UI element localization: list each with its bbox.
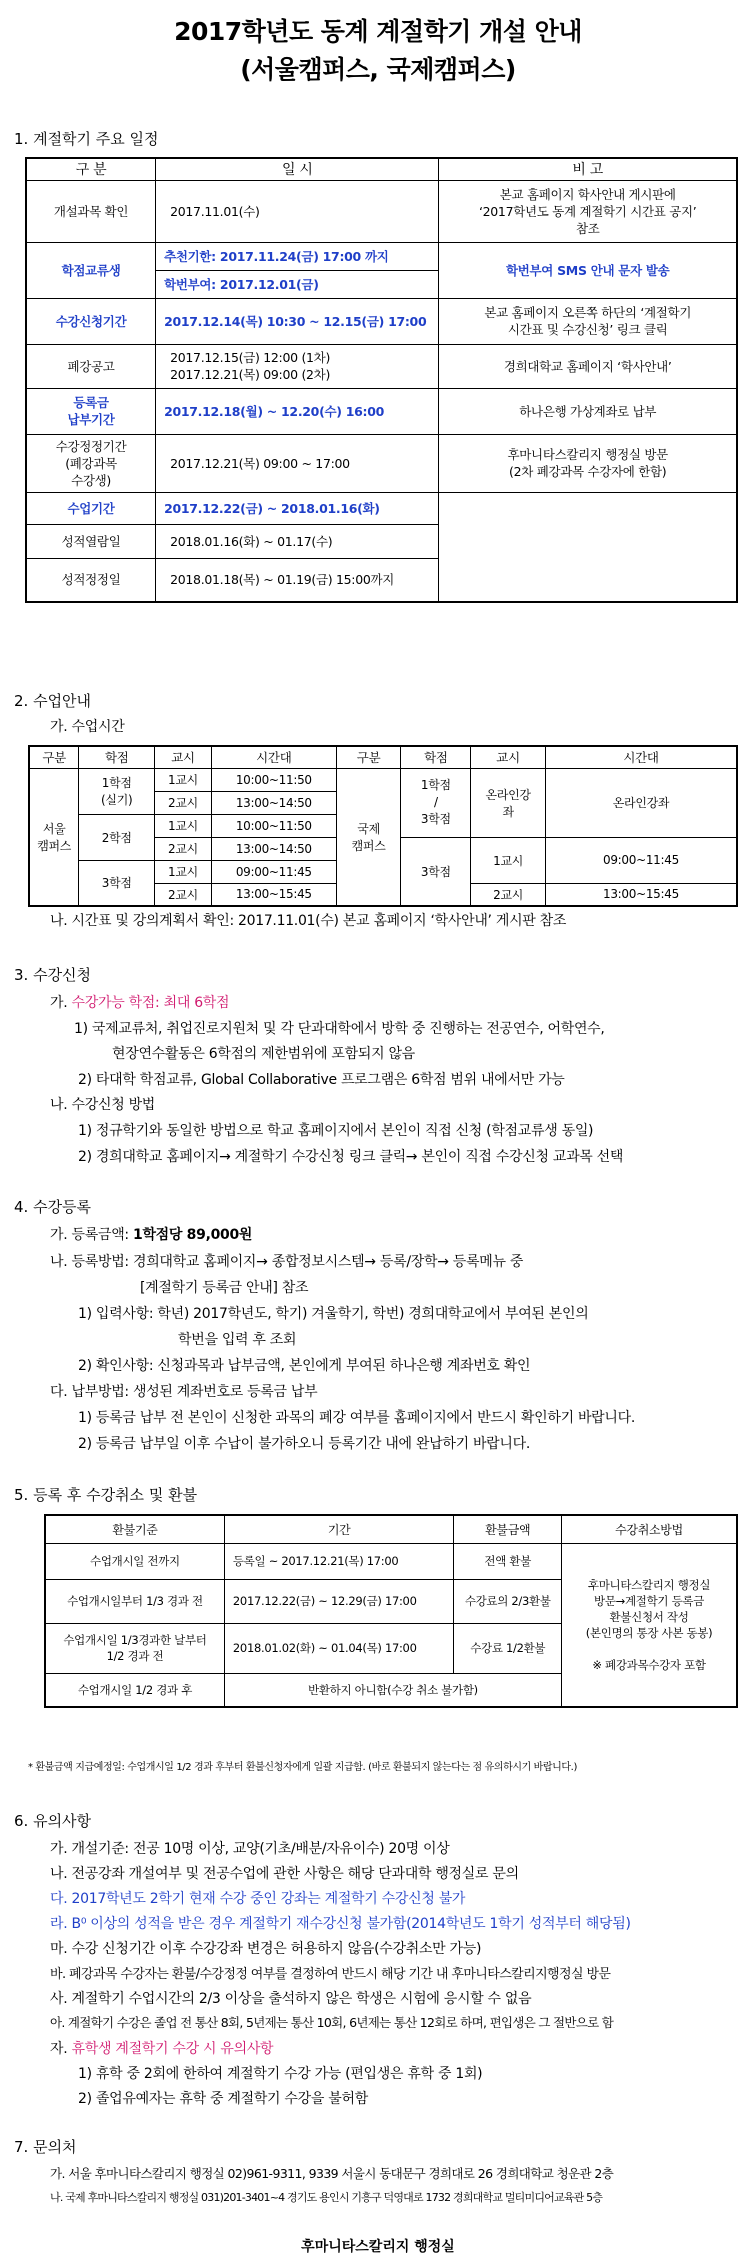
schedule-date: 학번부여: 2017.12.01(금) bbox=[156, 270, 439, 298]
refund-period: 2017.12.22(금) ~ 12.29(금) 17:00 bbox=[224, 1579, 453, 1623]
list-item: 다. 납부방법: 생성된 계좌번호로 등록금 납부 bbox=[50, 1384, 318, 1400]
list-item: 2) 경희대학교 홈페이지→ 계절학기 수강신청 링크 클릭→ 본인이 직접 수강신청 교과목 선택 bbox=[78, 1149, 624, 1165]
refund-header: 환불기준 bbox=[45, 1515, 224, 1543]
schedule-note: 경희대학교 홈페이지 ‘학사안내’ bbox=[439, 344, 737, 388]
schedule-date: 2017.12.21(목) 09:00 ~ 17:00 bbox=[156, 434, 439, 492]
time-cell: 10:00~11:50 bbox=[211, 768, 336, 791]
schedule-table bbox=[25, 157, 738, 603]
period-cell: 2교시 bbox=[155, 883, 212, 906]
list-item: 바. 폐강과목 수강자는 환불/수강정정 여부를 결정하여 반드시 해당 기간 내 후마니타스칼리지행정실 방문 bbox=[50, 1967, 611, 1982]
schedule-label: 수강신청기간 bbox=[26, 298, 156, 344]
period-cell: 1교시 bbox=[155, 768, 212, 791]
schedule-label: 성적정정일 bbox=[26, 558, 156, 602]
refund-period: 등록일 ~ 2017.12.21(목) 17:00 bbox=[224, 1543, 453, 1579]
schedule-label: 성적열람일 bbox=[26, 524, 156, 558]
list-item: 학번을 입력 후 조회 bbox=[178, 1332, 297, 1348]
leave-notice-line bbox=[50, 2038, 273, 2058]
schedule-date: 추천기한: 2017.11.24(금) 17:00 까지 bbox=[156, 242, 439, 270]
period-cell: 2교시 bbox=[155, 837, 212, 860]
schedule-label: 수업기간 bbox=[26, 492, 156, 524]
list-item: 가. 개설기준: 전공 10명 이상, 교양(기초/배분/자유이수) 20명 이상 bbox=[50, 1841, 450, 1857]
refund-table bbox=[44, 1514, 738, 1708]
max-credit-line bbox=[50, 992, 229, 1012]
schedule-date: 2017.11.01(수) bbox=[156, 180, 439, 242]
col-header: 학점 bbox=[79, 746, 155, 768]
schedule-header-date: 일 시 bbox=[156, 158, 439, 180]
refund-period: 2018.01.02(화) ~ 01.04(목) 17:00 bbox=[224, 1623, 453, 1673]
refund-amount: 전액 환불 bbox=[454, 1543, 562, 1579]
list-item: 2) 확인사항: 신청과목과 납부금액, 본인에게 부여된 하나은행 계좌번호 확인 bbox=[78, 1358, 531, 1374]
col-header: 구분 bbox=[336, 746, 401, 768]
refund-period: 반환하지 아니함(수강 취소 불가함) bbox=[224, 1673, 561, 1707]
contact-global: 나. 국제 후마니타스칼리지 행정실 031)201-3401~4 경기도 용인시 기흥구 덕영대로 1732 경희대학교 멀티미디어교육관 5층 bbox=[50, 2191, 603, 2204]
list-item: 나. 수강신청 방법 bbox=[50, 1097, 156, 1113]
list-item: 1) 휴학 중 2회에 한하여 계절학기 수강 가능 (편입생은 휴학 중 1회) bbox=[78, 2066, 483, 2082]
list-item: 2) 졸업유예자는 휴학 중 계절학기 수강을 불허함 bbox=[78, 2091, 368, 2107]
item-prefix: 가. 등록금액: bbox=[50, 1227, 133, 1243]
schedule-date: 2018.01.16(화) ~ 01.17(수) bbox=[156, 524, 439, 558]
refund-amount: 수강료 1/2환불 bbox=[454, 1623, 562, 1673]
credit-cell: 3학점 bbox=[79, 860, 155, 906]
schedule-date: 2017.12.18(월) ~ 12.20(수) 16:00 bbox=[156, 388, 439, 434]
list-item: 1) 입력사항: 학년) 2017학년도, 학기) 겨울학기, 학번) 경희대학교에서 부여된 본인의 bbox=[78, 1306, 589, 1322]
time-cell: 13:00~14:50 bbox=[211, 791, 336, 814]
list-item: 라. B⁰ 이상의 성적을 받은 경우 계절학기 재수강신청 불가함(2014학년도 1학기 성적부터 해당됨) bbox=[50, 1916, 631, 1932]
schedule-note bbox=[439, 492, 737, 602]
schedule-date: 2017.12.15(금) 12:00 (1차) 2017.12.21(목) 09:00 (2차) bbox=[156, 344, 439, 388]
list-item: 다. 2017학년도 2학기 현재 수강 중인 강좌는 계절학기 수강신청 불가 bbox=[50, 1891, 466, 1907]
refund-amount: 수강료의 2/3환불 bbox=[454, 1579, 562, 1623]
schedule-date: 2018.01.18(목) ~ 01.19(금) 15:00까지 bbox=[156, 558, 439, 602]
section-5-heading: 5. 등록 후 수강취소 및 환불 bbox=[14, 1486, 198, 1504]
time-cell: 09:00~11:45 bbox=[545, 837, 737, 883]
page-title: 2017학년도 동계 계절학기 개설 안내 bbox=[174, 17, 582, 46]
footer-office: 후마니타스칼리지 행정실 bbox=[301, 2239, 455, 2255]
refund-header: 환불금액 bbox=[454, 1515, 562, 1543]
period-cell: 온라인강 좌 bbox=[471, 768, 546, 837]
col-header: 교시 bbox=[155, 746, 212, 768]
syllabus-note: 나. 시간표 및 강의계획서 확인: 2017.11.01(수) 본교 홈페이지 ‘학사안내’ 게시판 참조 bbox=[50, 913, 567, 929]
list-item: [계절학기 등록금 안내] 참조 bbox=[140, 1280, 309, 1296]
leave-notice-text: 휴학생 계절학기 수강 시 유의사항 bbox=[71, 2041, 274, 2057]
time-cell: 13:00~15:45 bbox=[545, 883, 737, 906]
time-cell: 13:00~14:50 bbox=[211, 837, 336, 860]
list-item: 1) 정규학기와 동일한 방법으로 학교 홈페이지에서 본인이 직접 신청 (학점교류생 동일) bbox=[78, 1123, 594, 1139]
schedule-note: 후마니타스칼리지 행정실 방문 (2차 폐강과목 수강자에 한함) bbox=[439, 434, 737, 492]
list-item: 현장연수활동은 6학점의 제한범위에 포함되지 않음 bbox=[112, 1046, 415, 1062]
credit-cell: 1학점 (실기) bbox=[79, 768, 155, 814]
max-credit-text: 수강가능 학점: 최대 6학점 bbox=[71, 995, 230, 1011]
col-header: 교시 bbox=[471, 746, 546, 768]
refund-method: 후마니타스칼리지 행정실 방문→계절학기 등록금 환불신청서 작성 (본인명의 통장 사본 동봉) ※ 폐강과목수강자 포함 bbox=[562, 1543, 737, 1707]
refund-basis: 수업개시일부터 1/3 경과 전 bbox=[45, 1579, 224, 1623]
time-cell: 온라인강좌 bbox=[545, 768, 737, 837]
period-cell: 1교시 bbox=[471, 837, 546, 883]
schedule-label: 개설과목 확인 bbox=[26, 180, 156, 242]
list-item: 나. 등록방법: 경희대학교 홈페이지→ 종합정보시스템→ 등록/장학→ 등록메뉴 중 bbox=[50, 1254, 524, 1270]
schedule-note: 하나은행 가상계좌로 납부 bbox=[439, 388, 737, 434]
list-item: 1) 국제교류처, 취업진로지원처 및 각 단과대학에서 방학 중 진행하는 전공연수, 어학연수, bbox=[74, 1021, 605, 1037]
time-cell: 09:00~11:45 bbox=[211, 860, 336, 883]
time-cell: 10:00~11:50 bbox=[211, 814, 336, 837]
list-item: 아. 계절학기 수강은 졸업 전 통산 8회, 5년제는 통산 10회, 6년제는 통산 12회로 하며, 편입생은 그 절반으로 함 bbox=[50, 2015, 614, 2030]
refund-basis: 수업개시일 전까지 bbox=[45, 1543, 224, 1579]
list-item: 2) 등록금 납부일 이후 수납이 불가하오니 등록기간 내에 완납하기 바랍니다. bbox=[78, 1436, 530, 1452]
schedule-header-note: 비 고 bbox=[439, 158, 737, 180]
list-item: 마. 수강 신청기간 이후 수강강좌 변경은 허용하지 않음(수강취소만 가능) bbox=[50, 1941, 482, 1957]
section-7-heading: 7. 문의처 bbox=[14, 2138, 77, 2156]
credit-cell: 2학점 bbox=[79, 814, 155, 860]
list-item: 1) 등록금 납부 전 본인이 신청한 과목의 폐강 여부를 홈페이지에서 반드시 확인하기 바랍니다. bbox=[78, 1410, 636, 1426]
refund-basis: 수업개시일 1/3경과한 날부터 1/2 경과 전 bbox=[45, 1623, 224, 1673]
campus-intl: 국제 캠퍼스 bbox=[336, 768, 401, 906]
fee-value: 1학점당 89,000원 bbox=[133, 1227, 253, 1243]
item-prefix: 가. bbox=[50, 995, 72, 1011]
section-1-heading: 1. 계절학기 주요 일정 bbox=[14, 130, 159, 148]
section-3-heading: 3. 수강신청 bbox=[14, 966, 92, 984]
schedule-header-category: 구 분 bbox=[26, 158, 156, 180]
col-header: 구분 bbox=[29, 746, 79, 768]
period-cell: 1교시 bbox=[155, 814, 212, 837]
refund-basis: 수업개시일 1/2 경과 후 bbox=[45, 1673, 224, 1707]
refund-header: 기간 bbox=[224, 1515, 453, 1543]
schedule-label: 등록금 납부기간 bbox=[26, 388, 156, 434]
fee-line bbox=[50, 1224, 252, 1244]
class-time-subheading: 가. 수업시간 bbox=[50, 719, 125, 735]
period-cell: 2교시 bbox=[471, 883, 546, 906]
credit-cell: 1학점 / 3학점 bbox=[401, 768, 471, 837]
schedule-date: 2017.12.22(금) ~ 2018.01.16(화) bbox=[156, 492, 439, 524]
item-prefix: 자. bbox=[50, 2041, 72, 2057]
campus-seoul: 서울 캠퍼스 bbox=[29, 768, 79, 906]
schedule-note: 학번부여 SMS 안내 문자 발송 bbox=[439, 242, 737, 298]
period-cell: 1교시 bbox=[155, 860, 212, 883]
col-header: 시간대 bbox=[545, 746, 737, 768]
period-cell: 2교시 bbox=[155, 791, 212, 814]
list-item: 나. 전공강좌 개설여부 및 전공수업에 관한 사항은 해당 단과대학 행정실로 문의 bbox=[50, 1866, 519, 1882]
schedule-label: 학점교류생 bbox=[26, 242, 156, 298]
col-header: 시간대 bbox=[211, 746, 336, 768]
schedule-date: 2017.12.14(목) 10:30 ~ 12.15(금) 17:00 bbox=[156, 298, 439, 344]
schedule-label: 수강정정기간 (폐강과목 수강생) bbox=[26, 434, 156, 492]
credit-cell: 3학점 bbox=[401, 837, 471, 906]
schedule-note: 본교 홈페이지 학사안내 게시판에 ‘2017학년도 동계 계절학기 시간표 공지’ 참조 bbox=[439, 180, 737, 242]
refund-footnote: * 환불금액 지급예정일: 수업개시일 1/2 경과 후부터 환불신청자에게 일괄 지급함. (바로 환불되지 않는다는 점 유의하시기 바랍니다.) bbox=[28, 1762, 577, 1773]
class-time-table bbox=[28, 745, 738, 907]
section-6-heading: 6. 유의사항 bbox=[14, 1812, 92, 1830]
time-cell: 13:00~15:45 bbox=[211, 883, 336, 906]
list-item: 사. 계절학기 수업시간의 2/3 이상을 출석하지 않은 학생은 시험에 응시할 수 없음 bbox=[50, 1991, 532, 2007]
page-subtitle: (서울캠퍼스, 국제캠퍼스) bbox=[240, 55, 516, 84]
schedule-label: 폐강공고 bbox=[26, 344, 156, 388]
section-2-heading: 2. 수업안내 bbox=[14, 692, 92, 710]
section-4-heading: 4. 수강등록 bbox=[14, 1198, 92, 1216]
col-header: 학점 bbox=[401, 746, 471, 768]
contact-seoul: 가. 서울 후마니타스칼리지 행정실 02)961-9311, 9339 서울시 동대문구 경희대로 26 경희대학교 청운관 2층 bbox=[50, 2166, 614, 2181]
refund-header: 수강취소방법 bbox=[562, 1515, 737, 1543]
schedule-note: 본교 홈페이지 오른쪽 하단의 ‘계절학기 시간표 및 수강신청’ 링크 클릭 bbox=[439, 298, 737, 344]
list-item: 2) 타대학 학점교류, Global Collaborative 프로그램은 6학점 범위 내에서만 가능 bbox=[78, 1072, 565, 1088]
